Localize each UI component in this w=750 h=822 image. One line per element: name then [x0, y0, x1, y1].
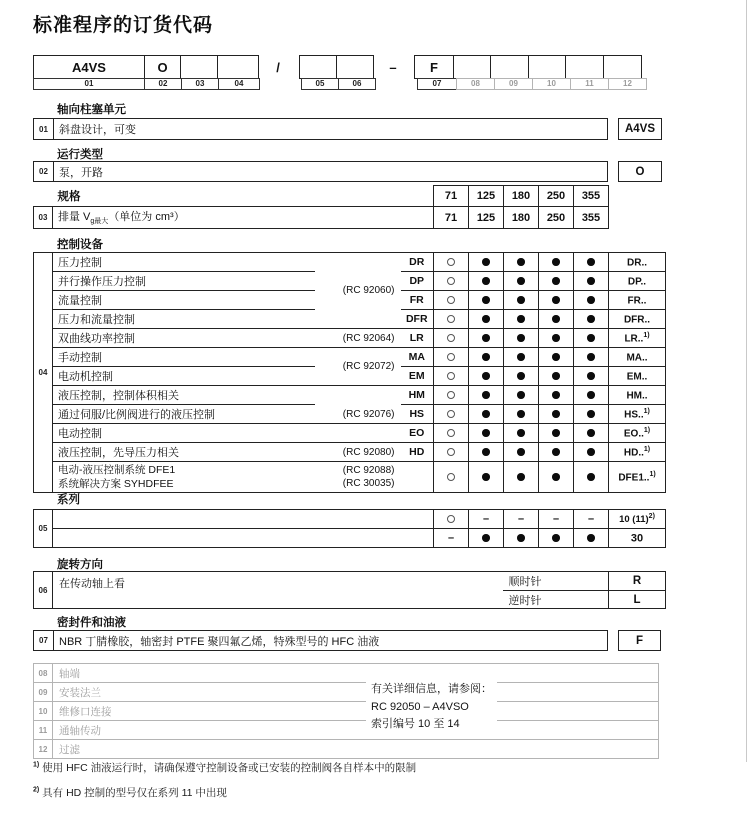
availability-dot	[539, 329, 574, 348]
code-box-02: O	[144, 55, 182, 79]
availability-dot	[434, 405, 469, 424]
control-code: DFR	[401, 310, 434, 329]
control-rc-ref: (RC 92064)	[315, 329, 401, 348]
heading-control-devices: 控制设备	[57, 239, 103, 251]
availability-dot	[434, 462, 469, 493]
code-box-03	[180, 55, 218, 79]
availability-dot	[504, 253, 539, 272]
availability-dot	[504, 329, 539, 348]
availability-dot	[539, 272, 574, 291]
reference-note-line1: 有关详细信息，请参阅：	[371, 683, 492, 695]
availability-dot: –	[469, 510, 504, 529]
control-code: HD	[401, 443, 434, 462]
code-separator-slash: /	[276, 59, 280, 75]
size-header-71: 71	[434, 186, 469, 207]
code-box-01: A4VS	[33, 55, 145, 79]
availability-dot	[504, 405, 539, 424]
row-07-label: NBR 丁腈橡胶，轴密封 PTFE 聚四氟乙烯，特殊型号的 HFC 油液	[59, 635, 380, 648]
reference-note-line3: 索引编号 10 至 14	[371, 718, 460, 730]
availability-dot	[504, 348, 539, 367]
control-code: HS	[401, 405, 434, 424]
further-row	[34, 664, 659, 683]
control-code	[401, 462, 434, 493]
control-table	[33, 252, 666, 493]
control-code: EM	[401, 367, 434, 386]
availability-dot	[504, 291, 539, 310]
code-num-gap	[375, 78, 417, 90]
code-box-04	[217, 55, 259, 79]
row-09-number: 09	[34, 683, 53, 702]
control-row	[34, 424, 666, 443]
control-result: HM..	[609, 386, 666, 405]
heading-size: 规格	[57, 190, 81, 203]
further-row	[34, 702, 659, 721]
availability-dot	[434, 386, 469, 405]
code-num-gap	[259, 78, 301, 90]
code-box-07: F	[414, 55, 454, 79]
size-header-250: 250	[539, 186, 574, 207]
control-rc-ref: (RC 92060)	[315, 253, 401, 329]
availability-dot	[539, 367, 574, 386]
availability-dot	[574, 405, 609, 424]
code-num-10: 10	[532, 78, 571, 90]
control-result: EO..$^{1)}$	[609, 424, 666, 443]
row-01	[33, 118, 662, 140]
availability-dot	[539, 386, 574, 405]
availability-dot	[469, 405, 504, 424]
control-row	[34, 253, 666, 272]
footnote-1: $^{1)}$ 使用 HFC 油液运行时，请确保遵守控制设备或已安装的控制阀各自样本中的限制	[33, 761, 417, 774]
control-label: 双曲线功率控制	[53, 329, 315, 348]
rotation-table	[33, 571, 666, 609]
row-07-code: F	[618, 630, 661, 651]
availability-dot: –	[539, 510, 574, 529]
code-num-04: 04	[218, 78, 260, 90]
availability-dot: –	[574, 510, 609, 529]
control-result: DFR..	[609, 310, 666, 329]
rotation-code: R	[609, 572, 666, 591]
ordering-code-boxes	[33, 55, 646, 90]
availability-dot	[504, 310, 539, 329]
row-10-label: 维修口连接	[53, 702, 659, 721]
code-num-06: 06	[338, 78, 376, 90]
availability-dot	[434, 329, 469, 348]
availability-dot	[574, 462, 609, 493]
code-box-09	[490, 55, 529, 79]
control-label: 流量控制	[53, 291, 315, 310]
code-box-12	[603, 55, 642, 79]
control-result: DFE1..$^{1)}$	[609, 462, 666, 493]
availability-dot	[504, 367, 539, 386]
code-box-05	[299, 55, 337, 79]
code-num-07: 07	[417, 78, 457, 90]
availability-dot	[539, 405, 574, 424]
availability-dot	[539, 310, 574, 329]
control-rc-ref: (RC 92080)	[315, 443, 401, 462]
availability-dot	[574, 367, 609, 386]
availability-dot	[504, 272, 539, 291]
control-row	[34, 348, 666, 367]
further-info-table	[33, 663, 659, 759]
heading-rotation: 旋转方向	[57, 559, 103, 571]
series-result: 30	[609, 529, 666, 548]
availability-dot	[574, 253, 609, 272]
further-row	[34, 683, 659, 702]
availability-dot	[504, 443, 539, 462]
availability-dot	[469, 253, 504, 272]
code-num-01: 01	[33, 78, 145, 90]
availability-dot	[539, 462, 574, 493]
code-num-12: 12	[608, 78, 647, 90]
availability-dot	[434, 424, 469, 443]
availability-dot	[539, 291, 574, 310]
availability-dot	[574, 291, 609, 310]
availability-dot	[504, 462, 539, 493]
rotation-row	[34, 572, 666, 591]
code-num-09: 09	[494, 78, 533, 90]
availability-dot: –	[504, 510, 539, 529]
row-07-number: 07	[34, 631, 54, 650]
row-11-label: 通轴传动	[53, 721, 659, 740]
size-header-355: 355	[574, 186, 609, 207]
series-blank	[53, 529, 434, 548]
row-08-number: 08	[34, 664, 53, 683]
availability-dot	[574, 424, 609, 443]
availability-dot	[469, 443, 504, 462]
control-code: FR	[401, 291, 434, 310]
availability-dot	[539, 529, 574, 548]
availability-dot	[574, 348, 609, 367]
row-02-code: O	[618, 161, 662, 182]
control-label: 压力和流量控制	[53, 310, 315, 329]
control-result: DR..	[609, 253, 666, 272]
reference-note-line2: RC 92050 – A4VSO	[371, 700, 469, 713]
row-01-label: 斜盘设计，可变	[59, 124, 136, 136]
control-result: HD..$^{1)}$	[609, 443, 666, 462]
availability-dot	[434, 253, 469, 272]
availability-dot	[434, 310, 469, 329]
availability-dot	[469, 424, 504, 443]
size-value: 180	[504, 207, 539, 229]
size-header-180: 180	[504, 186, 539, 207]
control-code: HM	[401, 386, 434, 405]
row-01-number: 01	[34, 119, 54, 139]
control-label: 电动机控制	[53, 367, 315, 386]
code-separator-dash: –	[389, 59, 397, 75]
series-table	[33, 509, 666, 548]
availability-dot	[574, 310, 609, 329]
size-header-125: 125	[469, 186, 504, 207]
series-result: 10 $(11)^{2)}$	[609, 510, 666, 529]
rotation-direction: 顺时针	[503, 572, 609, 591]
control-rc-ref: (RC 92088) (RC 30035)	[315, 462, 401, 493]
heading-axial-piston-unit: 轴向柱塞单元	[57, 104, 126, 116]
control-row	[34, 443, 666, 462]
code-num-05: 05	[301, 78, 339, 90]
size-table	[33, 185, 609, 229]
row-07	[33, 630, 661, 651]
availability-dot	[469, 462, 504, 493]
row-04-number: 04	[34, 253, 53, 493]
control-label: 液压控制，先导压力相关	[53, 443, 315, 462]
control-row	[34, 462, 666, 493]
availability-dot	[469, 310, 504, 329]
row-02-label: 泵，开路	[59, 166, 103, 179]
row-01-code: A4VS	[618, 118, 662, 140]
code-num-11: 11	[570, 78, 609, 90]
reference-note	[366, 680, 497, 735]
rotation-direction: 逆时针	[508, 594, 542, 607]
availability-dot	[434, 272, 469, 291]
availability-dot	[504, 386, 539, 405]
control-label: 手动控制	[53, 348, 315, 367]
control-code: DP	[401, 272, 434, 291]
page-title: 标准程序的订货代码	[33, 15, 214, 36]
control-rc-ref: (RC 92076)	[315, 386, 401, 424]
footnote-2: $^{2)}$ 具有 HD 控制的型号仅在系列 11 中出现	[33, 786, 227, 799]
row-06-number: 06	[34, 572, 53, 609]
size-value: 125	[469, 207, 504, 229]
availability-dot	[539, 348, 574, 367]
availability-dot	[574, 529, 609, 548]
availability-dot	[434, 348, 469, 367]
control-result: FR..	[609, 291, 666, 310]
control-result: MA..	[609, 348, 666, 367]
row-10-number: 10	[34, 702, 53, 721]
availability-dot: –	[434, 529, 469, 548]
series-row	[34, 510, 666, 529]
availability-dot	[469, 529, 504, 548]
control-result: LR..$^{1)}$	[609, 329, 666, 348]
row-08-label: 轴端	[53, 664, 659, 683]
control-rc-ref	[315, 424, 401, 443]
availability-dot	[539, 253, 574, 272]
row-03-label: 排量 $V_{g最大}$（单位为 cm³）	[53, 207, 434, 229]
further-row	[34, 721, 659, 740]
row-05-number: 05	[34, 510, 53, 548]
control-code: DR	[401, 253, 434, 272]
availability-dot	[469, 367, 504, 386]
availability-dot	[574, 443, 609, 462]
availability-dot	[434, 510, 469, 529]
control-rc-ref: (RC 92072)	[315, 348, 401, 386]
series-row	[34, 529, 666, 548]
control-label: 电动-液压控制系统 DFE1 系统解决方案 SYHDFEE	[53, 462, 315, 493]
rotation-code: L	[609, 591, 666, 609]
code-box-10	[528, 55, 567, 79]
series-blank	[53, 510, 434, 529]
control-row	[34, 329, 666, 348]
control-result: EM..	[609, 367, 666, 386]
availability-dot	[539, 424, 574, 443]
code-box-08	[453, 55, 492, 79]
page-edge-line	[746, 0, 747, 762]
availability-dot	[469, 272, 504, 291]
availability-dot	[539, 443, 574, 462]
control-result: HS..$^{1)}$	[609, 405, 666, 424]
row-12-label: 过滤	[53, 740, 659, 759]
availability-dot	[434, 291, 469, 310]
row-12-number: 12	[34, 740, 53, 759]
code-num-03: 03	[181, 78, 219, 90]
further-row	[34, 740, 659, 759]
control-label: 液压控制，控制体积相关	[53, 386, 315, 405]
heading-series: 系列	[57, 494, 80, 506]
code-box-11	[565, 55, 604, 79]
size-value: 250	[539, 207, 574, 229]
availability-dot	[469, 386, 504, 405]
row-11-number: 11	[34, 721, 53, 740]
rotation-label: 在传动轴上看	[59, 578, 125, 590]
availability-dot	[504, 529, 539, 548]
control-label: 压力控制	[53, 253, 315, 272]
availability-dot	[434, 367, 469, 386]
availability-dot	[469, 329, 504, 348]
code-num-02: 02	[144, 78, 182, 90]
control-row	[34, 386, 666, 405]
control-label: 通过伺服/比例阀进行的液压控制	[53, 405, 315, 424]
control-label: 并行操作压力控制	[53, 272, 315, 291]
availability-dot	[504, 424, 539, 443]
control-code: MA	[401, 348, 434, 367]
heading-operation-type: 运行类型	[57, 149, 103, 161]
availability-dot	[434, 443, 469, 462]
availability-dot	[574, 329, 609, 348]
control-result: DP..	[609, 272, 666, 291]
size-value: 71	[434, 207, 469, 229]
code-box-06	[336, 55, 374, 79]
control-code: EO	[401, 424, 434, 443]
availability-dot	[469, 291, 504, 310]
availability-dot	[574, 272, 609, 291]
heading-seals-fluid: 密封件和油液	[57, 617, 126, 629]
row-02	[33, 161, 662, 182]
control-code: LR	[401, 329, 434, 348]
control-label: 电动控制	[53, 424, 315, 443]
size-value: 355	[574, 207, 609, 229]
row-09-label: 安装法兰	[53, 683, 659, 702]
code-num-08: 08	[456, 78, 495, 90]
row-02-number: 02	[34, 162, 54, 181]
availability-dot	[469, 348, 504, 367]
availability-dot	[574, 386, 609, 405]
row-03-number: 03	[34, 207, 53, 229]
